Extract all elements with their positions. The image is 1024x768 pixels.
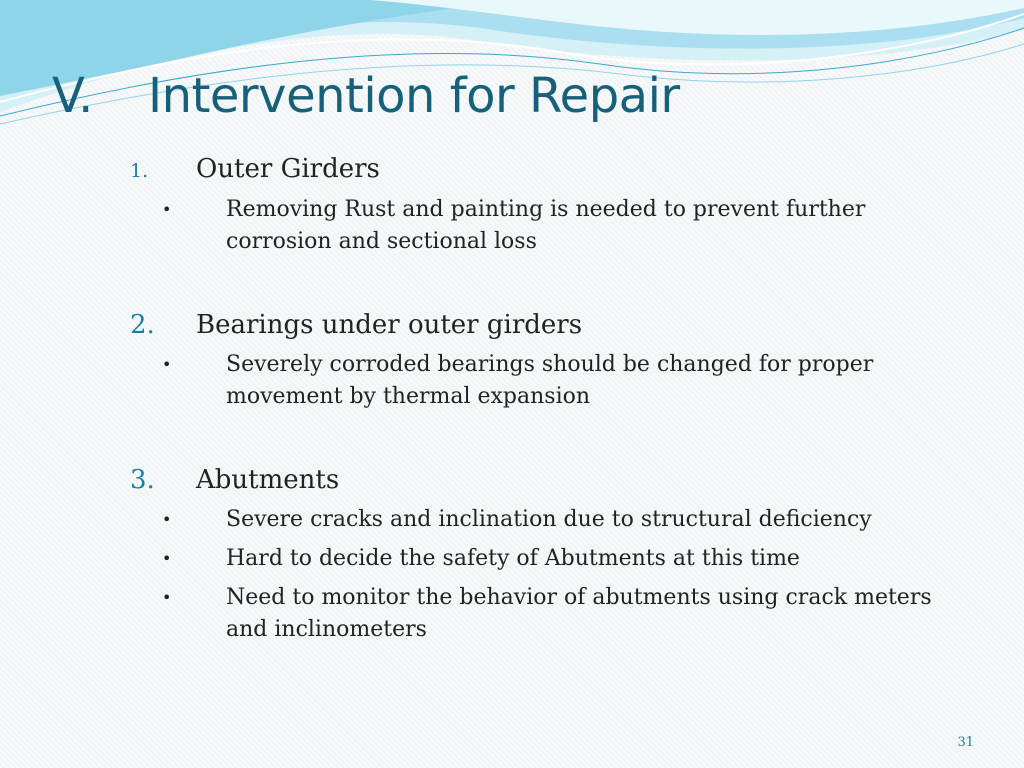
bullet-dot-icon: • <box>162 200 172 219</box>
bullet-item <box>162 543 962 575</box>
bullet-item <box>162 504 962 536</box>
bullet-text: Need to monitor the behavior of abutments using crack meters and inclinometers <box>226 585 932 642</box>
section-heading-bearings <box>130 312 582 338</box>
bullet-item <box>162 349 962 413</box>
bullet-dot-icon: • <box>162 549 172 568</box>
section-index: 3. <box>130 465 155 495</box>
bullet-text: Removing Rust and painting is needed to prevent further corrosion and sectional loss <box>226 197 866 254</box>
page-number: 31 <box>957 735 974 750</box>
bullet-text: Severely corroded bearings should be changed for proper movement by thermal expansion <box>226 352 874 409</box>
section-heading-text: Abutments <box>196 465 340 495</box>
section-heading-abutments <box>130 467 339 493</box>
section-index: 1. <box>130 160 149 182</box>
bullet-dot-icon: • <box>162 588 172 607</box>
bullet-text: Severe cracks and inclination due to structural deficiency <box>226 507 872 532</box>
bullet-item <box>162 194 962 258</box>
bullet-dot-icon: • <box>162 355 172 374</box>
bullet-text: Hard to decide the safety of Abutments at this time <box>226 546 800 571</box>
section-index: 2. <box>130 310 155 340</box>
title-text: Intervention for Repair <box>148 68 680 124</box>
section-heading-outer-girders <box>130 156 380 182</box>
slide-title <box>52 70 680 123</box>
bullet-item <box>162 582 962 646</box>
section-heading-text: Outer Girders <box>196 154 380 184</box>
section-heading-text: Bearings under outer girders <box>196 310 583 340</box>
title-number: V. <box>52 68 93 124</box>
bullet-dot-icon: • <box>162 510 172 529</box>
